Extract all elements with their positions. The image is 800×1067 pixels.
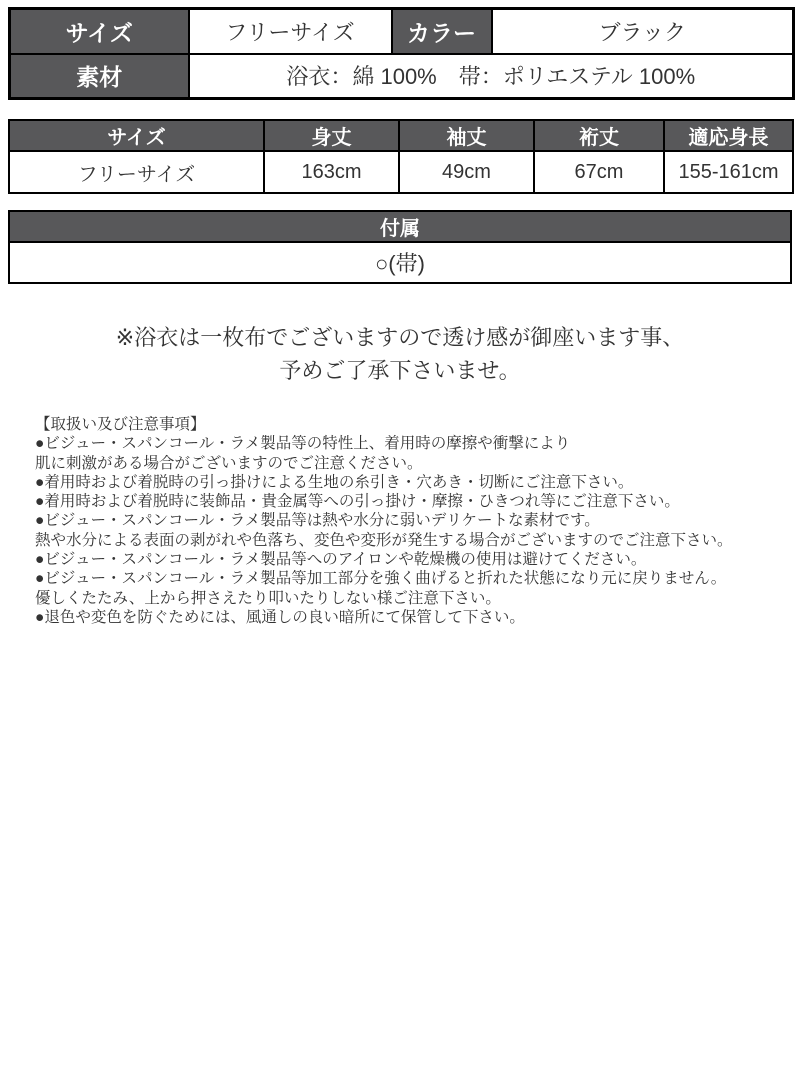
care-note-line: ●退色や変色を防ぐためには、風通しの良い暗所にて保管して下さい。 — [35, 608, 525, 626]
spec-table-row-material — [10, 54, 794, 99]
measurements-header-body-length: 身丈 — [264, 120, 399, 151]
size-value-cell: フリーサイズ — [189, 9, 392, 54]
care-instructions-title: 【取扱い及び注意事項】 — [35, 416, 206, 433]
care-note-line: 熱や水分による表面の剥がれや色落ち、変色や変形が発生する場合がございますのでご注意下さい。 — [35, 531, 733, 549]
accessories-value-cell: ○(帯) — [9, 242, 791, 283]
material-value-cell: 浴衣：綿 100% 帯：ポリエステル 100% — [189, 54, 794, 99]
care-note-line: ●ビジュー・スパンコール・ラメ製品等の特性上、着用時の摩擦や衝撃により — [35, 435, 571, 453]
measurements-data-row — [9, 151, 793, 193]
care-note-line: ●着用時および着脱時の引っ掛けによる生地の糸引き・穴あき・切断にご注意下さい。 — [35, 473, 634, 491]
care-note-line: ●着用時および着脱時に装飾品・貴金属等への引っ掛け・摩擦・ひきつれ等にご注意下さい。 — [35, 493, 680, 511]
measurements-body-length-value: 163cm — [264, 151, 399, 193]
care-note-line: ●ビジュー・スパンコール・ラメ製品等加工部分を強く曲げると折れた状態になり元に戻りません。 — [35, 570, 727, 588]
measurements-header-row — [9, 120, 793, 151]
color-value-cell: ブラック — [492, 9, 794, 54]
measurements-yuki-length-value: 67cm — [534, 151, 664, 193]
color-label-cell: カラー — [392, 9, 492, 54]
measurements-header-size: サイズ — [9, 120, 264, 151]
accessories-table — [8, 210, 792, 284]
accessories-data-row — [9, 242, 791, 283]
material-label-cell: 素材 — [10, 54, 189, 99]
measurements-size-value: フリーサイズ — [9, 151, 264, 193]
accessories-header-cell: 付属 — [9, 211, 791, 242]
measurements-sleeve-length-value: 49cm — [399, 151, 534, 193]
care-note-line: ●ビジュー・スパンコール・ラメ製品等へのアイロンや乾燥機の使用は避けてください。 — [35, 551, 647, 569]
measurements-header-yuki-length: 裄丈 — [534, 120, 664, 151]
sheer-fabric-notice — [8, 321, 792, 387]
care-instructions — [8, 415, 792, 627]
spec-table-row-size-color — [10, 9, 794, 54]
measurements-header-fit-height: 適応身長 — [664, 120, 793, 151]
size-label-cell: サイズ — [10, 9, 189, 54]
measurements-header-sleeve-length: 袖丈 — [399, 120, 534, 151]
care-note-line: 肌に刺激がある場合がございますのでご注意ください。 — [35, 454, 423, 472]
spec-table — [8, 7, 795, 100]
accessories-header-row — [9, 211, 791, 242]
care-note-line: ●ビジュー・スパンコール・ラメ製品等は熱や水分に弱いデリケートな素材です。 — [35, 512, 600, 530]
sheer-fabric-notice-line2: 予めご了承下さいませ。 — [279, 358, 521, 383]
measurements-fit-height-value: 155-161cm — [664, 151, 793, 193]
sheer-fabric-notice-line1: ※浴衣は一枚布でございますので透け感が御座います事、 — [115, 325, 685, 350]
care-note-line: 優しくたたみ、上から押さえたり叩いたりしない様ご注意下さい。 — [35, 589, 501, 607]
measurements-table — [8, 119, 794, 194]
